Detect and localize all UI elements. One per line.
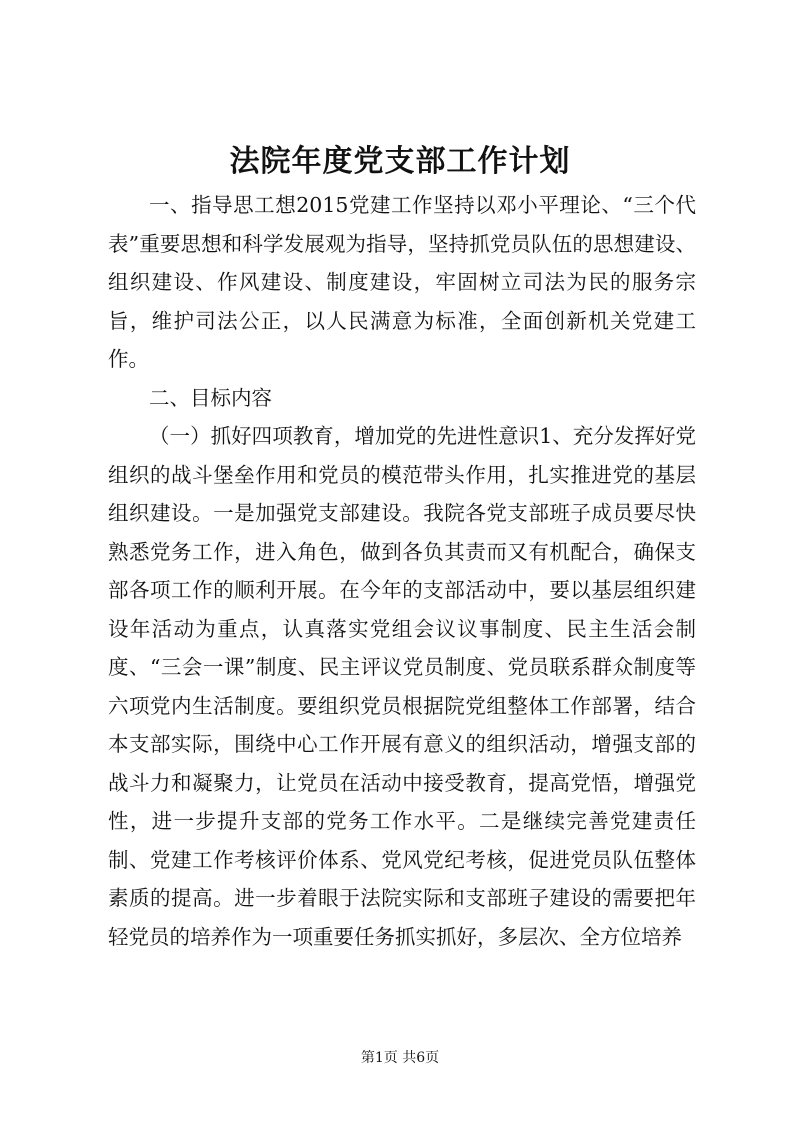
document-title: 法院年度党支部工作计划 xyxy=(229,144,571,179)
paragraph-guiding-ideology: 一、指导思工想2015党建工作坚持以邓小平理论、“三个代表”重要思想和科学发展观为指导，坚持抓党员队伍的思想建设、组织建设、作风建设、制度建设，牢固树立司法为民的服务宗旨，维护司法公正，以人民满意为标准，全面创新机关党建工作。 xyxy=(108,193,696,371)
page-footer: 第1页 共6页 xyxy=(360,1050,440,1066)
section-heading-goals: 二、目标内容 xyxy=(149,385,272,410)
paragraph-four-educations: （一）抓好四项教育，增加党的先进性意识1、充分发挥好党组织的战斗堡垒作用和党员的模范带头作用，扎实推进党的基层组织建设。一是加强党支部建设。我院各党支部班子成员要尽快熟悉党务工作，进入角色，做到各负其责而又有机配合，确保支部各项工作的顺利开展。在今年的支部活动中，要以基层组织建设年活动为重点，认真落实党组会议议事制度、民主生活会制度、“三会一课”制度、民主评议党员制度、党员联系群众制度等六项党内生活制度。要组织党员根据院党组整体工作部署，结合本支部实际，围绕中心工作开展有意义的组织活动，增强支部的战斗力和凝聚力，让党员在活动中接受教育，提高党悟，增强党性，进一步提升支部的党务工作水平。二是继续完善党建责任制、党建工作考核评价体系、党风党纪考核，促进党员队伍整体素质的提高。进一步着眼于法院实际和支部班子建设的需要把年轻党员的培养作为一项重要任务抓实抓好，多层次、全方位培养 xyxy=(108,424,696,949)
document-body xyxy=(108,186,696,956)
